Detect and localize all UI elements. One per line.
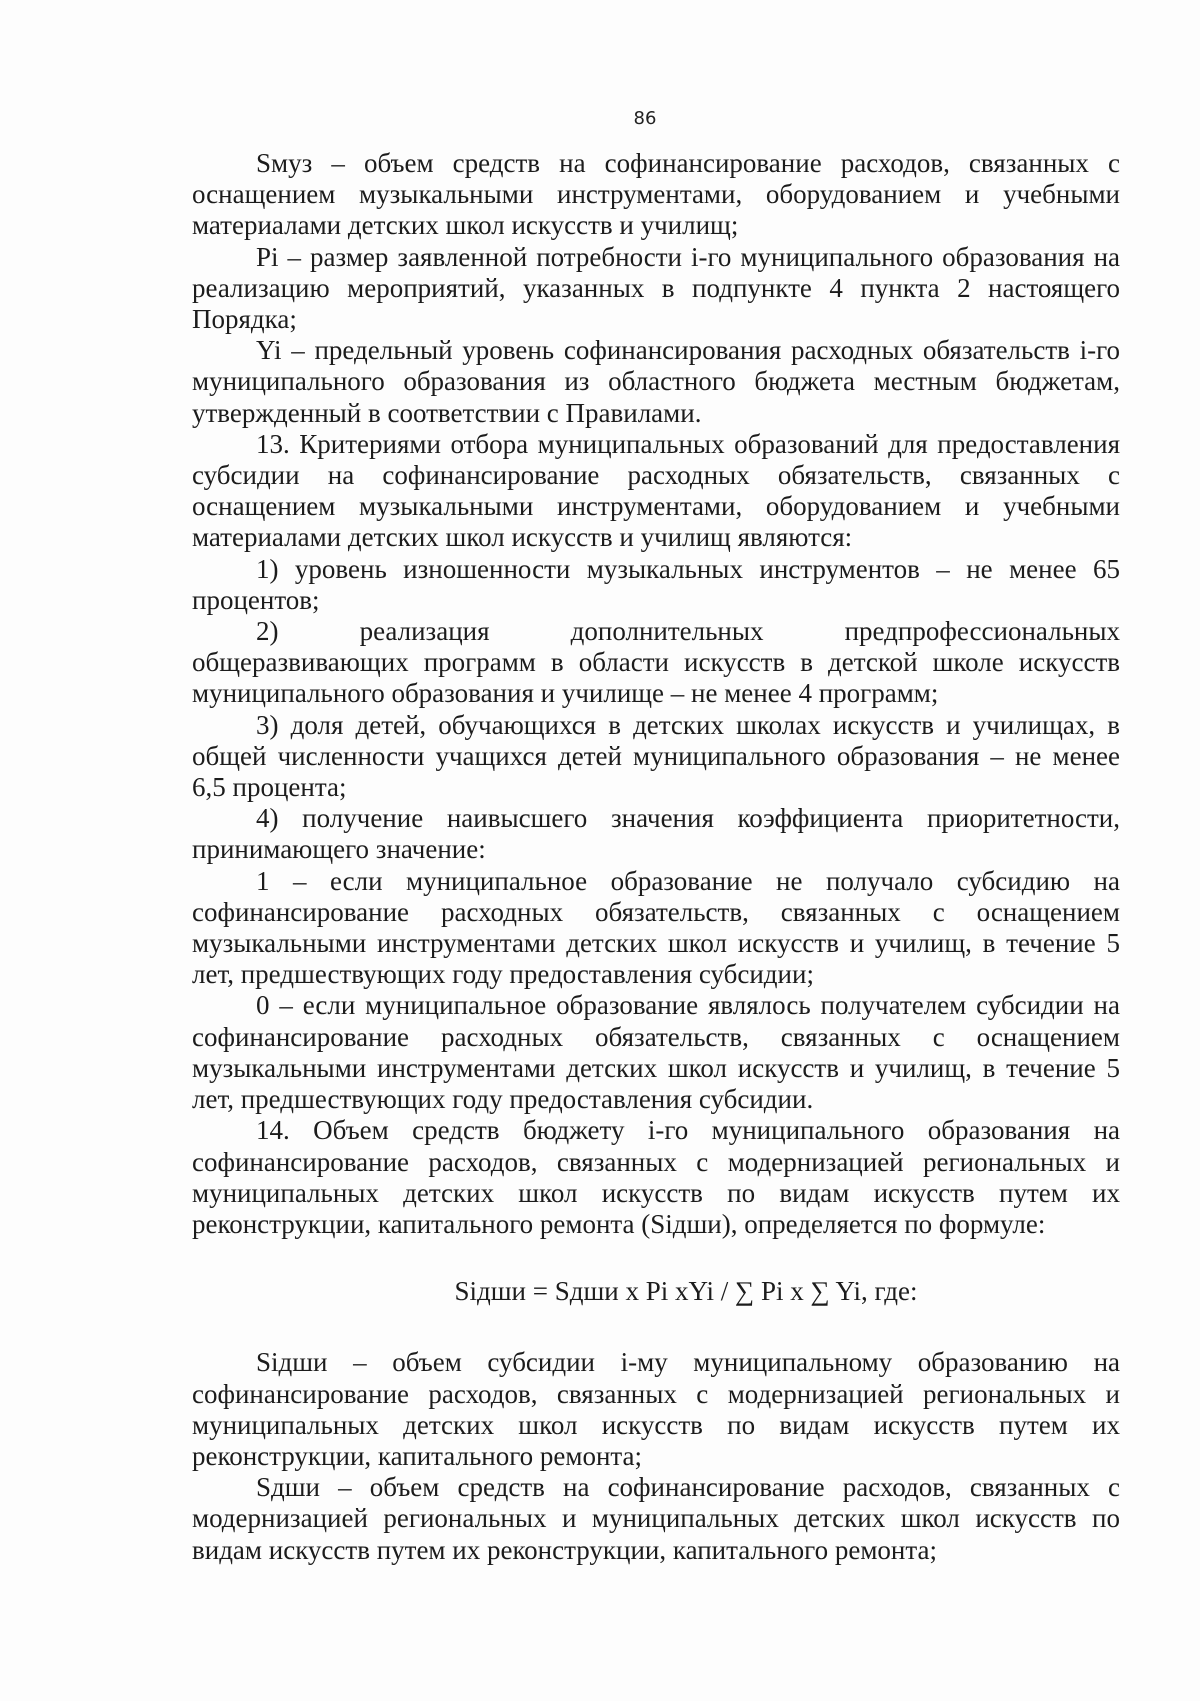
paragraph-sidshi-definition: Siдши – объем субсидии i-му муниципальному образованию на софинансирование расходов, связанных с модернизацией региональных и муниципальных детских школ искусств по видам искусств путем их реконструкции, капитального ремонта; [192, 1347, 1120, 1471]
paragraph-criterion-1: 1) уровень изношенности музыкальных инструментов – не менее 65 процентов; [192, 553, 1120, 615]
page-number: 86 [633, 108, 657, 129]
paragraph-criterion-4: 4) получение наивысшего значения коэффициента приоритетности, принимающего значение: [192, 803, 1120, 865]
paragraph-coefficient-0: 0 – если муниципальное образование являлось получателем субсидии на софинансирование расходных обязательств, связанных с оснащением музыкальными инструментами детских школ искусств и училищ, в течение 5 лет, предшествующих году предоставления субсидии. [192, 990, 1120, 1115]
paragraph-criterion-2: 2) реализация дополнительных предпрофессиональных общеразвивающих программ в области искусств в детской школе искусств муниципального образования и училище – не менее 4 программ; [192, 616, 1120, 709]
paragraph-sdshi-definition: Sдши – объем средств на софинансирование расходов, связанных с модернизацией региональных и муниципальных детских школ искусств по видам искусств путем их реконструкции, капитального ремонта; [192, 1472, 1120, 1565]
paragraph-yi-definition: Yi – предельный уровень софинансирования расходных обязательств i-го муниципального образования из областного бюджета местным бюджетам, утвержденный в соответствии с Правилами. [192, 335, 1120, 428]
paragraph-section-14: 14. Объем средств бюджету i-го муниципального образования на софинансирование расходов, связанных с модернизацией региональных и муниципальных детских школ искусств по видам искусств путем их реконструкции, капитального ремонта (Siдши), определяется по формуле: [192, 1115, 1120, 1239]
paragraph-smuz-definition: Sмуз – объем средств на софинансирование расходов, связанных с оснащением музыкальными инструментами, оборудованием и учебными материалами детских школ искусств и училищ; [192, 148, 1120, 241]
paragraph-coefficient-1: 1 – если муниципальное образование не получало субсидию на софинансирование расходных обязательств, связанных с оснащением музыкальными инструментами детских школ искусств и училищ, в течение 5 лет, предшествующих году предоставления субсидии; [192, 865, 1120, 990]
formula-sidshi: Siдши = Sдши x Pi xYi / ∑ Pi x ∑ Yi, где: [454, 1276, 918, 1307]
paragraph-section-13: 13. Критериями отбора муниципальных образований для предоставления субсидии на софинансирование расходных обязательств, связанных с оснащением музыкальными инструментами, оборудованием и учебными материалами детских школ искусств и училищ являются: [192, 428, 1120, 553]
document-body [192, 148, 1120, 1566]
paragraph-pi-definition: Pi – размер заявленной потребности i-го муниципального образования на реализацию мероприятий, указанных в подпункте 4 пункта 2 настоящего Порядка; [192, 241, 1120, 335]
paragraph-criterion-3: 3) доля детей, обучающихся в детских школах искусств и училищах, в общей численности учащихся детей муниципального образования – не менее 6,5 процента; [192, 709, 1120, 803]
